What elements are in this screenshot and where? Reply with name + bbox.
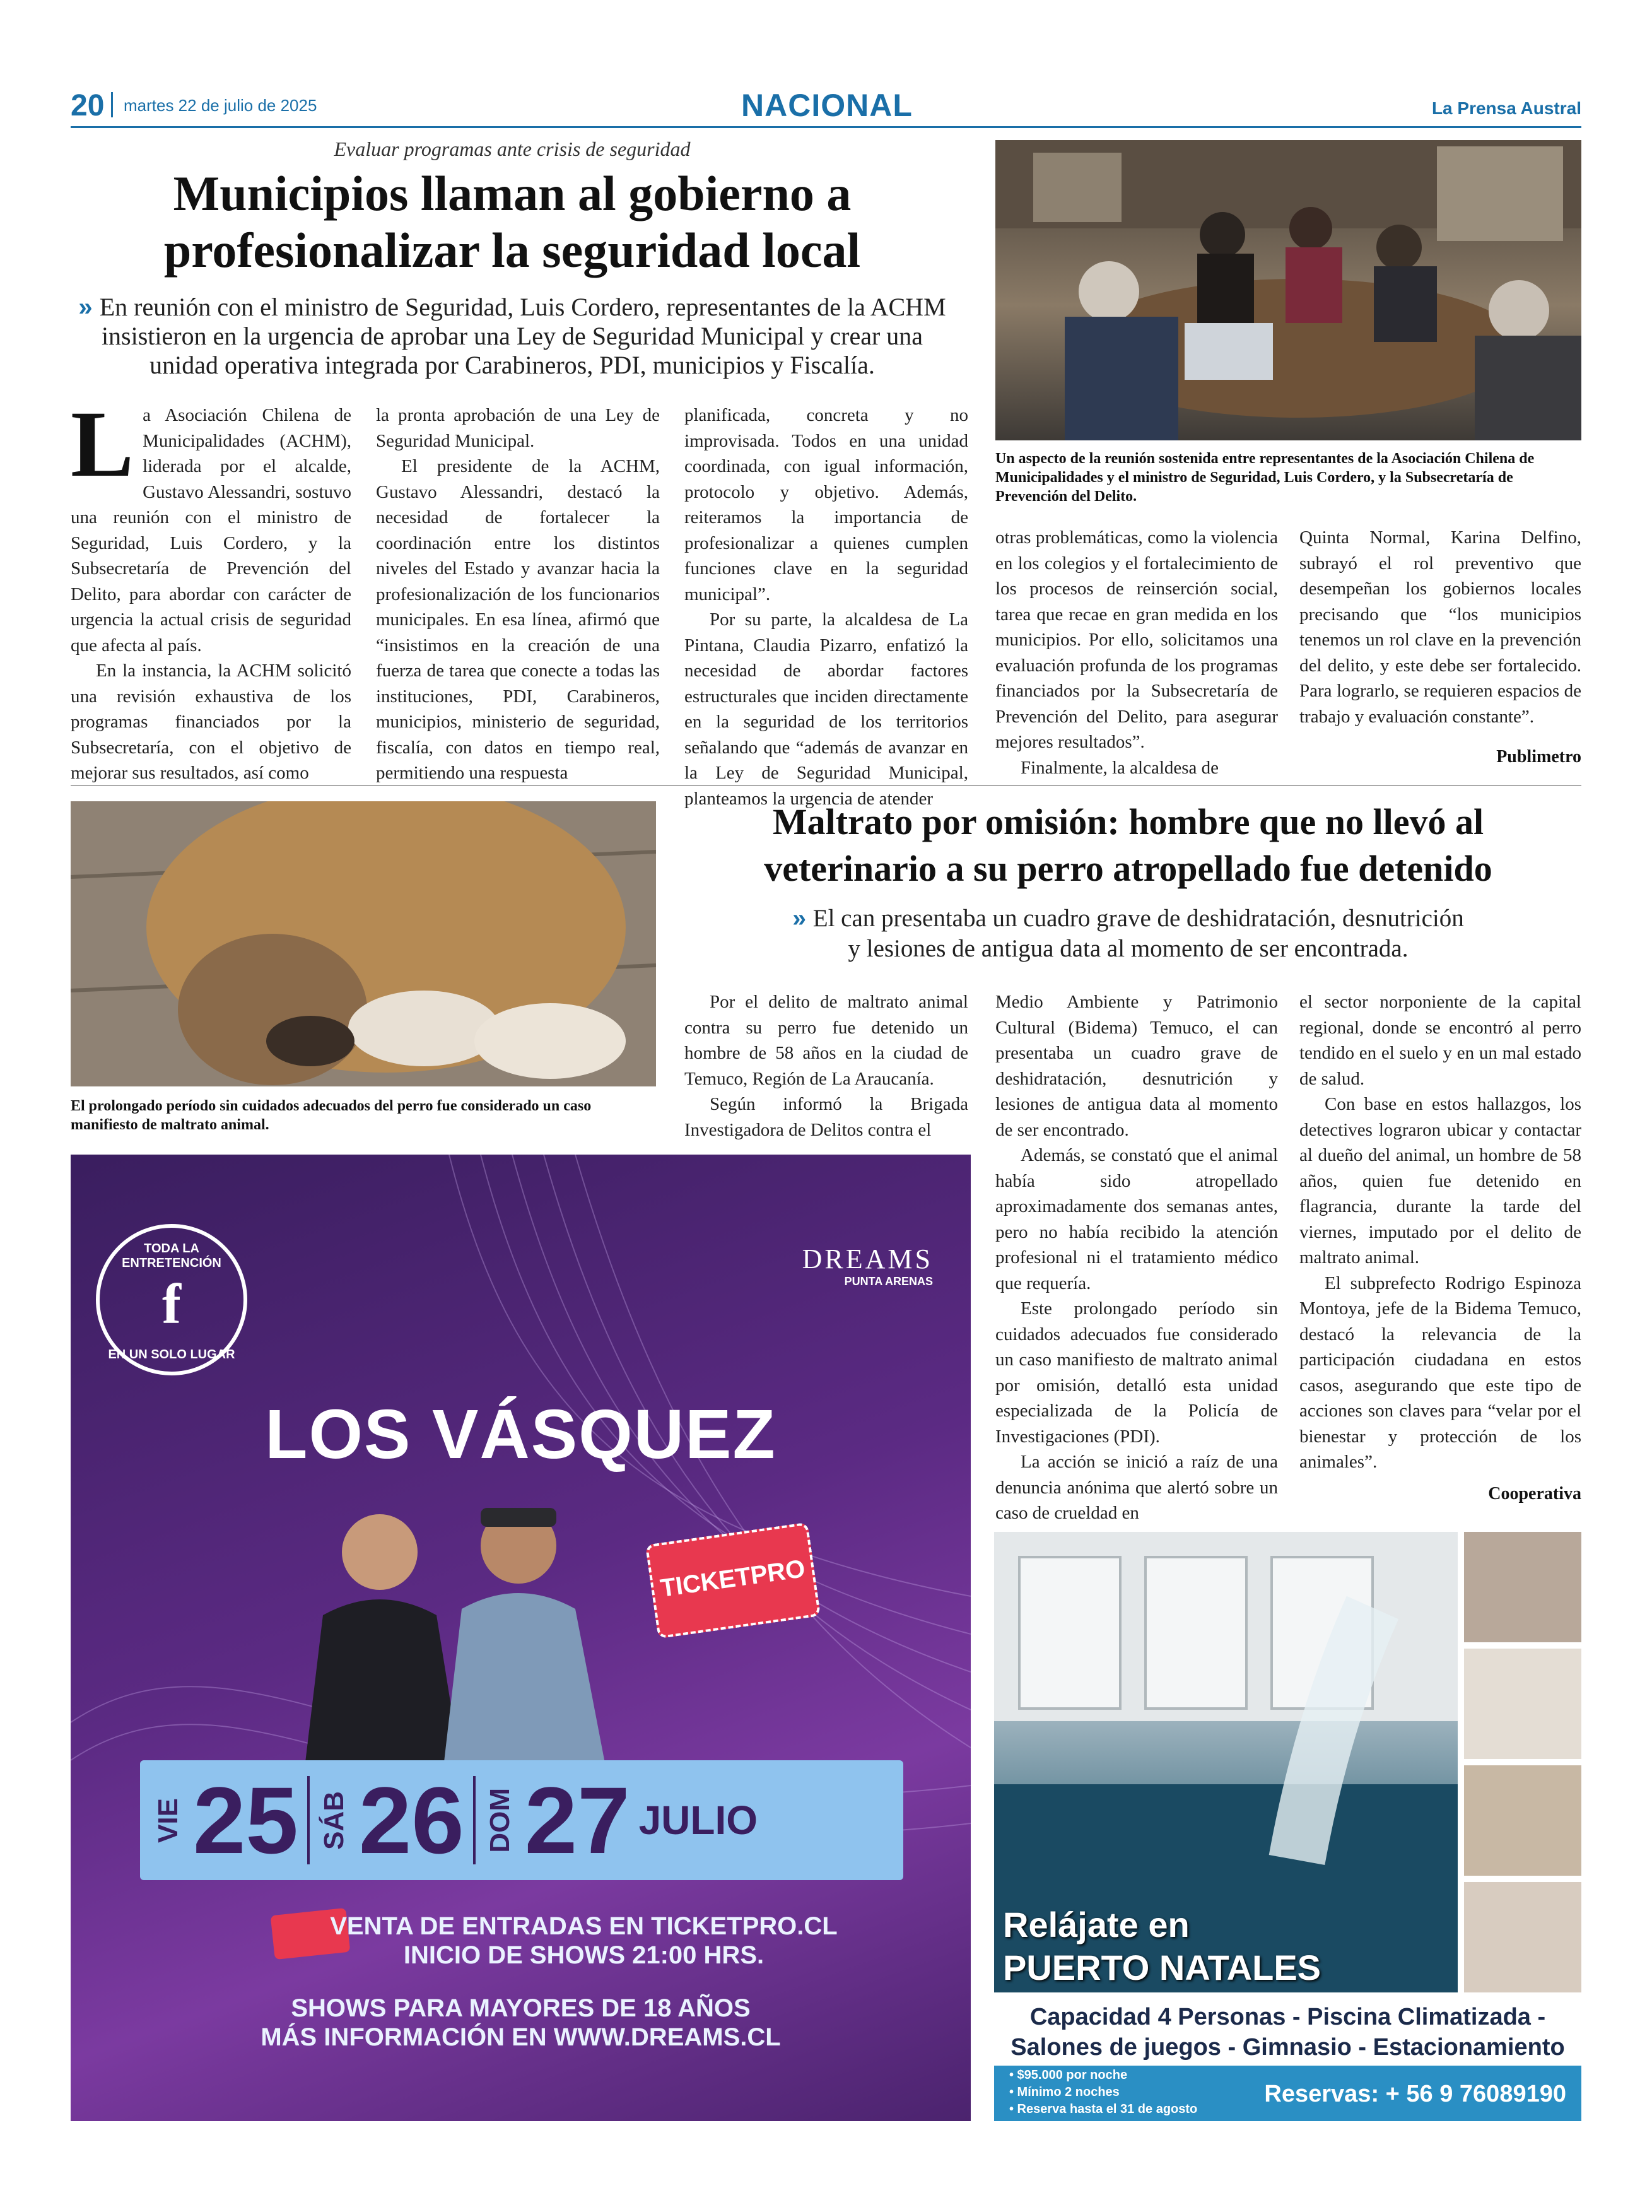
meeting-photo	[995, 140, 1581, 440]
story1-column-5	[1299, 525, 1581, 729]
date-divider	[473, 1776, 476, 1864]
story1-column-3	[684, 403, 968, 811]
hotel-amenities-line1: Capacidad 4 Personas - Piscina Climatizada -	[1029, 2004, 1546, 2030]
ad-sales-line: VENTA DE ENTRADAS EN TICKETPRO.CL	[330, 1912, 838, 1940]
date2-day: SÁB	[318, 1791, 349, 1850]
entertainment-badge	[96, 1224, 247, 1375]
date3-day: DOM	[484, 1787, 515, 1853]
story2-credit: Cooperativa	[1488, 1484, 1581, 1503]
dog-photo	[71, 801, 656, 1086]
dreams-logo-text: DREAMS	[802, 1244, 933, 1274]
hotel-title-line2: PUERTO NATALES	[1003, 1948, 1321, 1987]
ad-showtime-line: INICIO DE SHOWS 21:00 HRS.	[403, 1941, 764, 1969]
story2-paragraph: Por el delito de maltrato animal contra su perro fue detenido un hombre de 58 años en la ciudad de Temuco, Región de La Araucanía.	[684, 992, 968, 1089]
story2-column-2	[995, 989, 1278, 1526]
story1-credit: Publimetro	[1496, 747, 1581, 767]
meeting-photo-illustration	[995, 140, 1581, 440]
story2-paragraph: Además, se constató que el animal había sido atropellado aproximadamente dos semanas antes, pero no había recibido la atención profesional ni el tratamiento médico que requería.	[995, 1145, 1278, 1293]
hotel-ad[interactable]	[994, 1532, 1581, 2121]
story1-paragraph: Quinta Normal, Karina Delfino, subrayó el rol preventivo que desempeñan los gobiernos locales precisando que “los municipios tenemos un rol clave en la prevención del delito, y este debe ser fortalecido. Para lograrlo, se requieren espacios de trabajo y evaluación constante”.	[1299, 527, 1581, 727]
concert-ad[interactable]	[71, 1155, 971, 2121]
story1-column-4	[995, 525, 1278, 780]
hotel-title-line1: Relájate en	[1003, 1905, 1190, 1944]
page-number: 20	[71, 89, 105, 122]
hotel-amenities-line2: Salones de juegos - Gimnasio - Estacionamiento	[1011, 2034, 1565, 2061]
chevron-icon: »	[792, 905, 813, 932]
date3-number: 27	[524, 1767, 630, 1873]
story2-paragraph: El subprefecto Rodrigo Espinoza Montoya, jefe de la Bidema Temuco, destacó la relevancia de la participación ciudadana en estos casos, asegurando que este tipo de acciones son claves para “velar por el bienestar y protección de los animales”.	[1299, 1273, 1581, 1472]
story1-lede	[71, 293, 954, 380]
header-divider	[111, 92, 113, 117]
story2-column-3	[1299, 989, 1581, 1475]
story1-lede-text: En reunión con el ministro de Seguridad, Luis Cordero, representantes de la ACHM insistieron en la urgencia de aprobar una Ley de Seguridad Municipal y crear una unidad operativa integrada por Carabineros, PDI, municipios y Fiscalía.	[99, 293, 946, 379]
story2-paragraph: Este prolongado período sin cuidados adecuados fue considerado un caso manifiesto de maltrato animal por omisión, detalló esta unidad especializada de la Policía de Investigaciones (PDI).	[995, 1298, 1278, 1447]
dog-photo-caption: El prolongado período sin cuidados adecuados del perro fue considerado un caso manifiesto de maltrato animal.	[71, 1098, 592, 1133]
story2-lede-line1: El can presentaba un cuadro grave de deshidratación, desnutrición	[812, 905, 1464, 932]
story1-column-2	[376, 403, 660, 786]
meeting-photo-caption: Un aspecto de la reunión sostenida entre representantes de la Asociación Chilena de Municipalidades y el ministro de Seguridad, Luis Cordero, y la Subsecretaría de Prevención del Delito.	[995, 450, 1535, 505]
story1-headline-line2: profesionalizar la seguridad local	[163, 223, 861, 278]
show-dates-banner	[140, 1760, 903, 1880]
ad-age-line: SHOWS PARA MAYORES DE 18 AÑOS	[291, 1994, 751, 2022]
story2-paragraph: el sector norponiente de la capital regional, donde se encontró al perro tendido en el suelo y en un mal estado de salud.	[1299, 992, 1581, 1089]
story1-paragraph: planificada, concreta y no improvisada. Todos en una unidad coordinada, con igual información, protocolo y objetivo. Además, reiteramos la importancia de profesionalizar a quienes cumplen funciones clave en la seguridad municipal”.	[684, 405, 968, 604]
badge-top-text: TODA LA ENTRETENCIÓN	[122, 1242, 221, 1270]
newspaper-brand: La Prensa Austral	[1431, 98, 1581, 118]
chevron-icon: »	[78, 293, 100, 321]
story1-headline	[71, 165, 954, 279]
ticketpro-text: TICKETPRO	[659, 1555, 807, 1603]
badge-logo-icon: f	[162, 1273, 181, 1336]
story1-paragraph: otras problemáticas, como la violencia en los colegios y el fortalecimiento de los procesos de reinserción social, tarea que recae en gran medida en los municipios. Por ello, solicitamos una evaluación profunda de los programas financiados por la Subsecretaría de Prevención del Delito, para asegurar mejores resultados”.	[995, 527, 1278, 752]
hotel-min-nights: • Mínimo 2 noches	[1009, 2085, 1120, 2099]
story2-paragraph: Según informó la Brigada Investigadora de Delitos contra el	[684, 1094, 968, 1140]
story1-paragraph: Por su parte, la alcaldesa de La Pintana, Claudia Pizarro, enfatizó la necesidad de abordar factores estructurales que inciden directamente en la seguridad de los territorios señalando que “además de avanzar en la Ley de Seguridad Municipal, planteamos la urgencia de atender	[684, 609, 968, 809]
story2-lede	[675, 903, 1581, 964]
living-room-photo	[1464, 1765, 1581, 1876]
section-title: NACIONAL	[741, 88, 913, 123]
date1-day: VIE	[153, 1797, 184, 1843]
story1-paragraph: El presidente de la ACHM, Gustavo Alessandri, destacó la necesidad de fortalecer la coordinación entre los distintos niveles del Estado y avanzar hacia la profesionalización de los funcionarios municipales. En esa línea, afirmó que “insistimos en la creación de una fuerza de tarea que conecte a todas las instituciones, PDI, Carabineros, municipios, ministerio de seguridad, fiscalía, con datos en tiempo real, permitiendo una respuesta	[376, 456, 660, 783]
show-dates-row	[153, 1767, 758, 1874]
date1-number: 25	[193, 1767, 298, 1873]
artists-photo	[254, 1508, 695, 1773]
story2-headline-line2: veterinario a su perro atropellado fue detenido	[764, 848, 1492, 889]
story1-paragraph: a Asociación Chilena de Municipalidades (ACHM), liderada por el alcalde, Gustavo Alessandri, sostuvo una reunión con el ministro de Seguridad, Luis Cordero, y la Subsecretaría de Prevención del Delito, para abordar con carácter de urgencia la actual crisis de seguridad que afecta al país.	[71, 405, 351, 656]
concert-title: LOS VÁSQUEZ	[265, 1396, 776, 1473]
date2-number: 26	[358, 1767, 464, 1873]
story-separator	[71, 785, 1581, 786]
story1-paragraph: Finalmente, la alcaldesa de	[1021, 757, 1219, 778]
story2-headline	[675, 799, 1581, 892]
story2-lede-line2: y lesiones de antigua data al momento de ser encontrada.	[848, 935, 1409, 962]
dropcap: L	[71, 392, 134, 497]
badge-bottom-text: EN UN SOLO LUGAR	[108, 1348, 235, 1362]
hotel-price: • $95.000 por noche	[1009, 2068, 1128, 2082]
story1-headline-line1: Municipios llaman al gobierno a	[173, 166, 852, 221]
dog-photo-illustration	[71, 801, 656, 1086]
bedroom-photo	[1464, 1649, 1581, 1759]
date-divider	[307, 1776, 310, 1864]
dreams-logo	[802, 1243, 933, 1288]
hotel-info-bar	[994, 2066, 1581, 2121]
story1-paragraph: la pronta aprobación de una Ley de Seguridad Municipal.	[376, 405, 660, 451]
story1-kicker: Evaluar programas ante crisis de seguridad	[334, 138, 691, 160]
ad-info-link[interactable]: MÁS INFORMACIÓN EN WWW.DREAMS.CL	[261, 2023, 781, 2051]
story2-paragraph: La acción se inició a raíz de una denuncia anónima que alertó sobre un caso de crueldad en	[995, 1452, 1278, 1523]
story2-column-1	[684, 989, 968, 1143]
story2-paragraph: Con base en estos hallazgos, los detectives lograron ubicar y contactar al dueño del animal, un hombre de 58 años, quien fue detenido en flagrancia, durante la tarde del viernes, imputado por el delito de maltrato animal.	[1299, 1094, 1581, 1268]
show-month: JULIO	[638, 1797, 758, 1843]
issue-date: martes 22 de julio de 2025	[124, 96, 317, 115]
hotel-building-photo	[1464, 1532, 1581, 1642]
story1-paragraph: En la instancia, la ACHM solicitó una revisión exhaustiva de los programas financiados por la Subsecretaría, con el objetivo de mejorar sus resultados, así como	[71, 661, 351, 783]
story2-headline-line1: Maltrato por omisión: hombre que no llevó al	[772, 801, 1484, 842]
hotel-reservation-phone[interactable]: Reservas: + 56 9 76089190	[1264, 2081, 1566, 2107]
hotel-deadline: • Reserva hasta el 31 de agosto	[1009, 2102, 1198, 2116]
dreams-logo-subtitle: PUNTA ARENAS	[844, 1275, 933, 1288]
story1-column-1	[71, 392, 351, 786]
header-rule	[71, 126, 1581, 128]
story2-paragraph: Medio Ambiente y Patrimonio Cultural (Bidema) Temuco, el can presentaba un cuadro grave de deshidratación, desnutrición y lesiones de antigua data al momento de ser encontrado.	[995, 992, 1278, 1140]
second-bedroom-photo	[1464, 1882, 1581, 1992]
